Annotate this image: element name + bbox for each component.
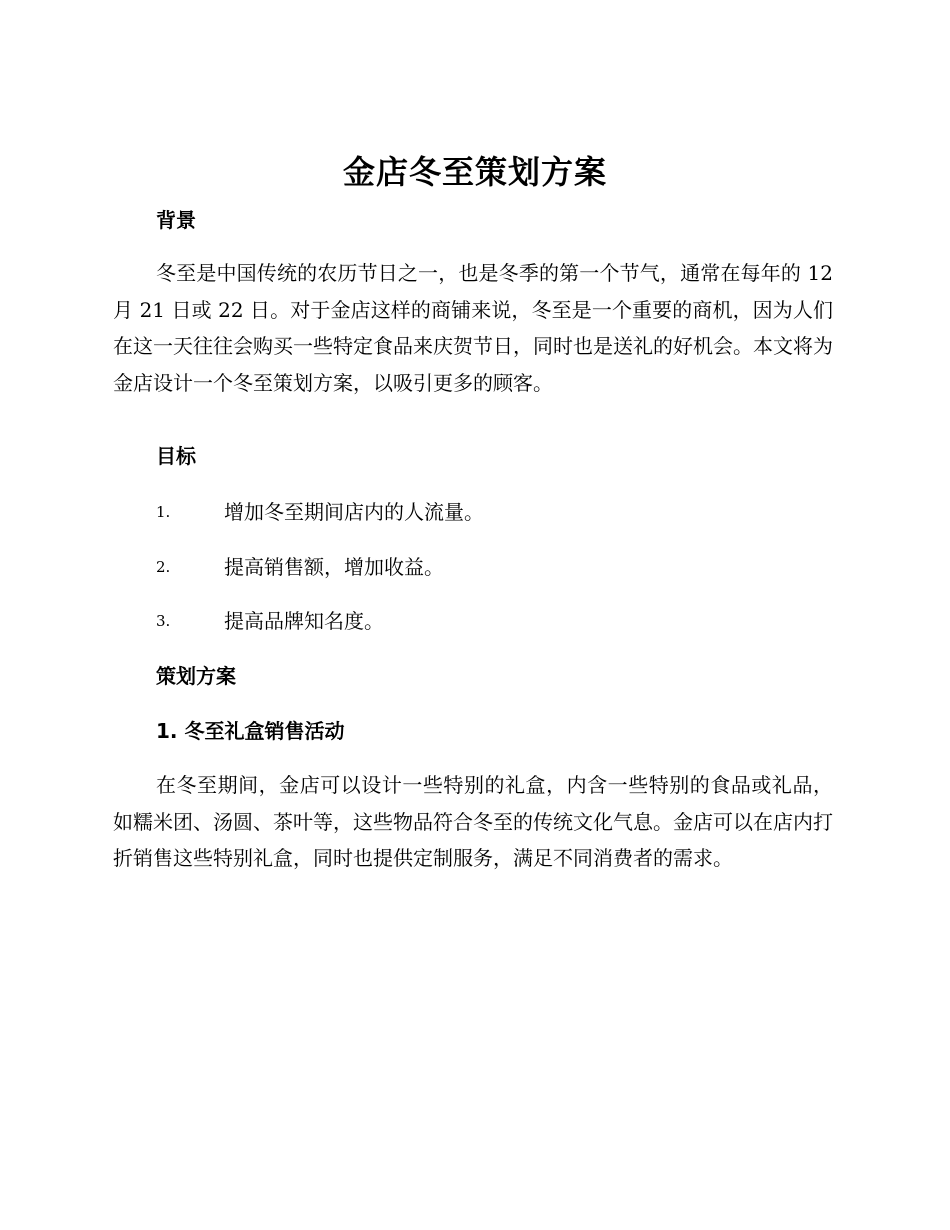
list-number: 3. bbox=[156, 612, 171, 630]
subsection-heading-gift-box: 1. 冬至礼盒销售活动 bbox=[156, 719, 345, 743]
section-heading-plan: 策划方案 bbox=[156, 664, 236, 688]
background-paragraph: 冬至是中国传统的农历节日之一，也是冬季的第一个节气，通常在每年的 12 月 21 日或 22 日。对于金店这样的商铺来说，冬至是一个重要的商机，因为人们在这一天往往会购买一些特定食品来庆贺节日，同时也是送礼的好机会。本文将为金店设计一个冬至策划方案，以吸引更多的顾客。 bbox=[113, 261, 833, 395]
plan-paragraph: 在冬至期间，金店可以设计一些特别的礼盒，内含一些特别的食品或礼品，如糯米团、汤圆、茶叶等，这些物品符合冬至的传统文化气息。金店可以在店内打折销售这些特别礼盒，同时也提供定制服务，满足不同消费者的需求。 bbox=[113, 773, 833, 870]
section-heading-background: 背景 bbox=[156, 208, 196, 232]
goal-list-item bbox=[156, 606, 836, 636]
list-number: 1. bbox=[156, 503, 171, 521]
list-number: 2. bbox=[156, 558, 171, 576]
list-text: 增加冬至期间店内的人流量。 bbox=[224, 500, 484, 524]
list-text: 提高品牌知名度。 bbox=[224, 609, 384, 633]
goal-list-item bbox=[156, 497, 836, 527]
section-heading-goals: 目标 bbox=[156, 444, 196, 468]
goal-list-item bbox=[156, 552, 836, 582]
document-title: 金店冬至策划方案 bbox=[342, 153, 607, 191]
list-text: 提高销售额，增加收益。 bbox=[224, 555, 444, 579]
